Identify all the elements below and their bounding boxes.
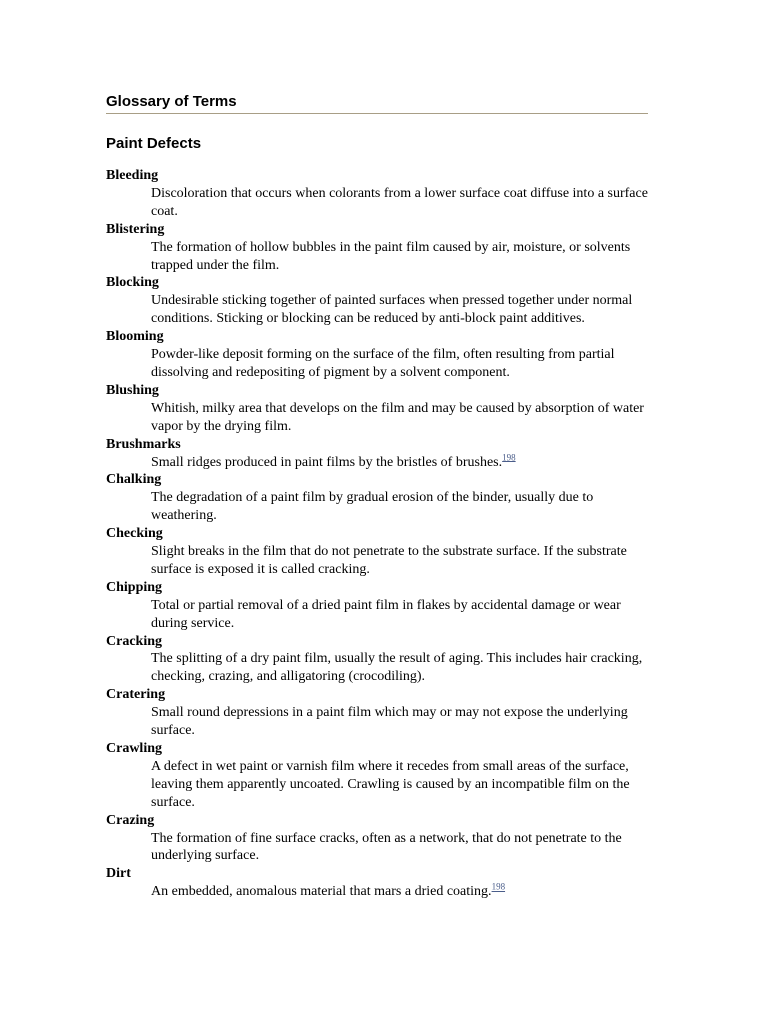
glossary-term: Blushing — [106, 382, 159, 398]
glossary-definition — [151, 830, 648, 866]
definition-text: Slight breaks in the film that do not penetrate to the substrate surface. If the substrate surface is exposed it is called cracking. — [151, 544, 627, 577]
definition-text: The splitting of a dry paint film, usually the result of aging. This includes hair cracking, checking, crazing, and alligatoring (crocodiling). — [151, 651, 643, 685]
glossary-list — [106, 167, 648, 901]
definition-text: The formation of fine surface cracks, often as a network, that do not penetrate to the underlying surface. — [151, 830, 622, 864]
definition-text: Whitish, milky area that develops on the film and may be caused by absorption of water vapor by the drying film. — [151, 400, 644, 434]
footnote-reference-link[interactable]: 198 — [491, 881, 506, 892]
glossary-definition — [151, 650, 648, 686]
glossary-term: Brushmarks — [106, 436, 181, 452]
section-title: Paint Defects — [106, 135, 202, 152]
glossary-term: Crawling — [106, 741, 162, 756]
glossary-term: Crazing — [106, 812, 155, 828]
glossary-definition — [151, 704, 648, 740]
definition-text: Small ridges produced in paint films by the bristles of brushes. — [151, 454, 503, 470]
glossary-definition — [151, 451, 648, 472]
glossary-definition — [151, 883, 648, 901]
glossary-term: Cracking — [106, 633, 162, 649]
definition-text: Undesirable sticking together of painted surfaces when pressed together under normal conditions. Sticking or blocking can be reduced by anti-block paint additives. — [151, 293, 633, 327]
glossary-definition — [151, 489, 648, 525]
glossary-term: Blocking — [106, 275, 159, 291]
definition-text: Small round depressions in a paint film which may or may not expose the underlying surface. — [151, 705, 628, 739]
glossary-term: Chalking — [106, 472, 162, 488]
document-page — [106, 92, 648, 901]
glossary-definition — [151, 239, 648, 275]
glossary-term: Blistering — [106, 221, 165, 237]
glossary-definition — [151, 758, 648, 812]
definition-text: The degradation of a paint film by gradual erosion of the binder, usually due to weathering. — [151, 490, 594, 524]
glossary-term: Blooming — [106, 329, 164, 345]
glossary-definition — [151, 543, 648, 579]
definition-text: Powder-like deposit forming on the surface of the film, often resulting from partial dissolving and redepositing of pigment by a solvent component. — [151, 347, 615, 380]
glossary-term: Chipping — [106, 579, 163, 595]
definition-text: An embedded, anomalous material that mars a dried coating. — [151, 884, 492, 900]
definition-text: Total or partial removal of a dried paint film in flakes by accidental damage or wear during service. — [151, 597, 621, 631]
glossary-term: Cratering — [106, 687, 166, 703]
footnote-reference-link[interactable]: 198 — [502, 451, 516, 462]
glossary-term: Checking — [106, 526, 163, 542]
glossary-term: Bleeding — [106, 168, 159, 183]
glossary-definition — [151, 292, 648, 328]
glossary-definition — [151, 400, 648, 436]
definition-text: A defect in wet paint or varnish film where it recedes from small areas of the surface, leaving them apparently uncoated. Crawling is caused by an incompatible film on the surface. — [151, 758, 630, 810]
glossary-definition — [151, 185, 648, 221]
definition-text: Discoloration that occurs when colorants from a lower surface coat diffuse into a surface coat. — [151, 185, 648, 219]
definition-text: The formation of hollow bubbles in the paint film caused by air, moisture, or solvents trapped under the film. — [151, 239, 631, 273]
page-title: Glossary of Terms — [106, 92, 648, 114]
glossary-term: Dirt — [106, 866, 131, 882]
glossary-definition — [151, 346, 648, 382]
glossary-definition — [151, 597, 648, 633]
